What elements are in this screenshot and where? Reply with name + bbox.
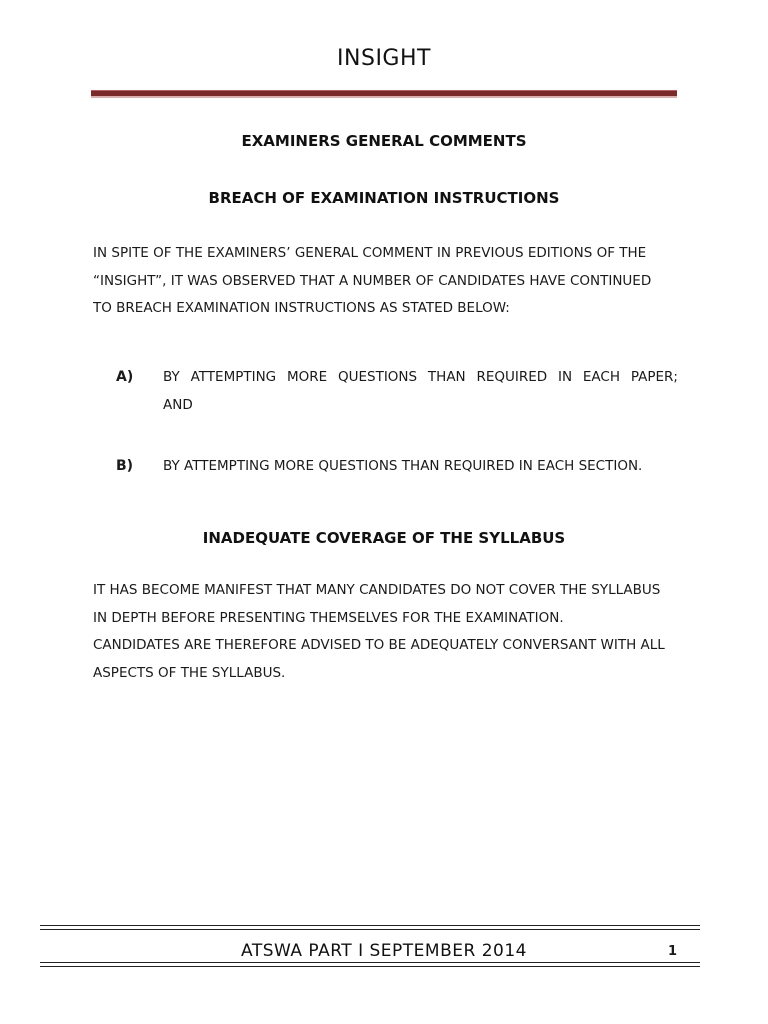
page-header-title: INSIGHT <box>337 46 431 71</box>
word: EACH <box>582 369 621 385</box>
header-divider <box>91 90 677 96</box>
breach-intro-line: “INSIGHT”, IT WAS OBSERVED THAT A NUMBER OF CANDIDATES HAVE CONTINUED <box>93 272 652 289</box>
footer-divider-top <box>40 925 700 930</box>
coverage-paragraph <box>93 577 678 687</box>
breach-intro-line: TO BREACH EXAMINATION INSTRUCTIONS AS STATED BELOW: <box>93 300 510 316</box>
list-marker: A) <box>116 369 134 385</box>
word: THAN <box>427 369 466 385</box>
word: BY <box>163 369 180 385</box>
coverage-line: ASPECTS OF THE SYLLABUS. <box>93 664 286 681</box>
list-item-text <box>163 452 678 480</box>
list-item-line: BY ATTEMPTING MORE QUESTIONS THAN REQUIRED IN EACH SECTION. <box>163 458 643 474</box>
breach-heading: BREACH OF EXAMINATION INSTRUCTIONS <box>208 189 560 207</box>
word: MORE <box>286 369 328 385</box>
word: IN <box>558 369 573 385</box>
list-item-line: AND <box>163 397 193 413</box>
footer-text: ATSWA PART I SEPTEMBER 2014 <box>241 941 527 961</box>
list-marker: B) <box>116 458 134 474</box>
list-item-text <box>163 363 678 419</box>
word: QUESTIONS <box>337 369 418 385</box>
general-comments-heading: EXAMINERS GENERAL COMMENTS <box>241 132 527 150</box>
word: ATTEMPTING <box>190 369 277 385</box>
breach-intro-line: IN SPITE OF THE EXAMINERS’ GENERAL COMMENT IN PREVIOUS EDITIONS OF THE <box>93 245 647 261</box>
list-item-justified-line <box>163 363 678 391</box>
coverage-line: IN DEPTH BEFORE PRESENTING THEMSELVES FOR THE EXAMINATION. <box>93 609 564 626</box>
word: PAPER; <box>630 369 678 385</box>
coverage-line: CANDIDATES ARE THEREFORE ADVISED TO BE ADEQUATELY CONVERSANT WITH ALL <box>93 637 665 653</box>
coverage-line: IT HAS BECOME MANIFEST THAT MANY CANDIDATES DO NOT COVER THE SYLLABUS <box>93 582 661 598</box>
breach-intro-paragraph <box>93 240 678 323</box>
word: REQUIRED <box>476 369 548 385</box>
coverage-heading: INADEQUATE COVERAGE OF THE SYLLABUS <box>202 529 566 547</box>
page-number: 1 <box>668 944 678 959</box>
footer-divider-bottom <box>40 962 700 967</box>
